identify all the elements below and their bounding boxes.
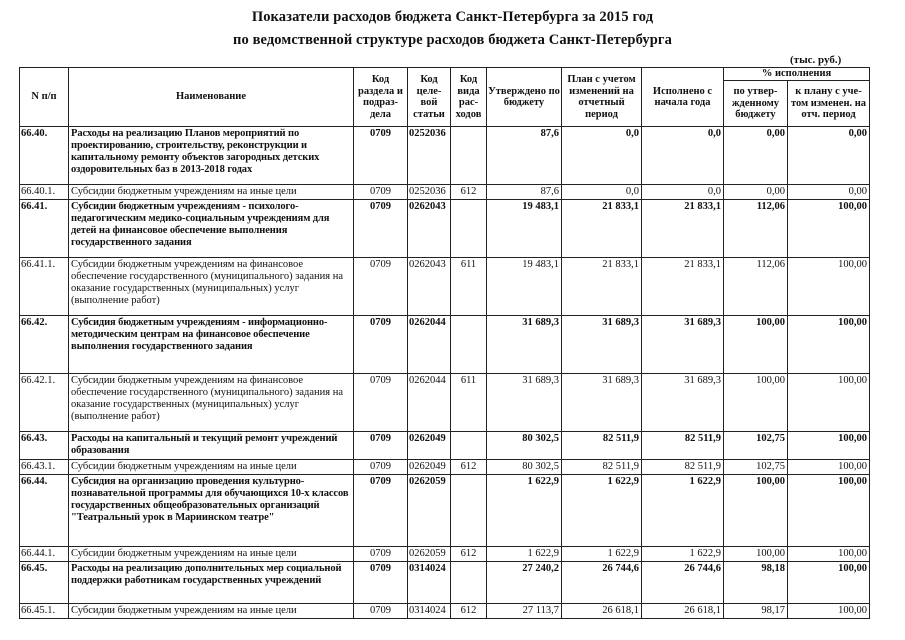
- row-name: Субсидии бюджетным учреждениям на иные цели: [69, 460, 354, 475]
- row-number: 66.40.1.: [20, 185, 69, 200]
- table-row: [20, 460, 870, 475]
- row-approved: 1 622,9: [487, 547, 562, 562]
- row-number: 66.45.: [20, 562, 69, 604]
- row-executed: 21 833,1: [642, 200, 724, 258]
- row-section-code: 0709: [354, 374, 408, 432]
- row-kind-code: 612: [451, 185, 487, 200]
- row-kind-code: 612: [451, 604, 487, 619]
- row-pct-plan: 100,00: [788, 475, 870, 547]
- row-executed: 1 622,9: [642, 475, 724, 547]
- row-target-code: 0262059: [408, 475, 451, 547]
- row-kind-code: [451, 316, 487, 374]
- row-section-code: 0709: [354, 127, 408, 185]
- row-name: Субсидии бюджетным учреждениям на финансовое обеспечение государственного (муниципального) задания на оказание государственных (муниципальных) услуг (выполнение работ): [69, 258, 354, 316]
- row-plan: 1 622,9: [562, 475, 642, 547]
- row-executed: 0,0: [642, 127, 724, 185]
- expenditure-table: [19, 67, 870, 619]
- header-name: Наименование: [69, 68, 354, 127]
- row-pct-plan: 100,00: [788, 200, 870, 258]
- table-row: [20, 432, 870, 460]
- row-pct-budget: 0,00: [724, 127, 788, 185]
- header-pct-budget: по утвер-жденному бюджету: [724, 81, 788, 127]
- row-name: Субсидия на организацию проведения культурно-познавательной программы для обучающихся 10-х классов государственных общеобразовательных организаций "Театральный урок в Мариинском театре": [69, 475, 354, 547]
- header-pct-group: % исполнения: [724, 68, 870, 81]
- row-approved: 27 113,7: [487, 604, 562, 619]
- table-row: [20, 185, 870, 200]
- table-row: [20, 562, 870, 604]
- row-executed: 31 689,3: [642, 374, 724, 432]
- row-pct-plan: 100,00: [788, 316, 870, 374]
- row-section-code: 0709: [354, 258, 408, 316]
- row-section-code: 0709: [354, 460, 408, 475]
- table-row: [20, 604, 870, 619]
- row-number: 66.43.: [20, 432, 69, 460]
- row-executed: 1 622,9: [642, 547, 724, 562]
- row-number: 66.44.1.: [20, 547, 69, 562]
- row-approved: 1 622,9: [487, 475, 562, 547]
- row-target-code: 0262044: [408, 374, 451, 432]
- row-kind-code: [451, 475, 487, 547]
- row-target-code: 0314024: [408, 562, 451, 604]
- row-pct-budget: 0,00: [724, 185, 788, 200]
- row-pct-budget: 102,75: [724, 460, 788, 475]
- row-target-code: 0262043: [408, 258, 451, 316]
- header-target: Код целе-вой статьи: [408, 68, 451, 127]
- row-approved: 19 483,1: [487, 258, 562, 316]
- row-executed: 0,0: [642, 185, 724, 200]
- row-name: Расходы на реализацию дополнительных мер социальной поддержки работникам государственных учреждений: [69, 562, 354, 604]
- row-approved: 87,6: [487, 185, 562, 200]
- row-number: 66.43.1.: [20, 460, 69, 475]
- row-section-code: 0709: [354, 200, 408, 258]
- row-target-code: 0262043: [408, 200, 451, 258]
- row-kind-code: [451, 562, 487, 604]
- row-kind-code: 612: [451, 460, 487, 475]
- row-plan: 26 618,1: [562, 604, 642, 619]
- row-target-code: 0262059: [408, 547, 451, 562]
- row-number: 66.40.: [20, 127, 69, 185]
- row-executed: 21 833,1: [642, 258, 724, 316]
- row-target-code: 0262044: [408, 316, 451, 374]
- row-section-code: 0709: [354, 547, 408, 562]
- row-pct-budget: 100,00: [724, 475, 788, 547]
- table-row: [20, 547, 870, 562]
- row-number: 66.45.1.: [20, 604, 69, 619]
- row-plan: 82 511,9: [562, 460, 642, 475]
- table-body: [20, 127, 870, 619]
- row-name: Субсидия бюджетным учреждениям - информационно-методическим центрам на финансовое обеспечение выполнения государственного задания: [69, 316, 354, 374]
- row-kind-code: 611: [451, 258, 487, 316]
- row-name: Субсидии бюджетным учреждениям на иные цели: [69, 547, 354, 562]
- row-executed: 82 511,9: [642, 460, 724, 475]
- row-approved: 80 302,5: [487, 432, 562, 460]
- table-row: [20, 258, 870, 316]
- row-pct-budget: 100,00: [724, 316, 788, 374]
- row-target-code: 0262049: [408, 460, 451, 475]
- row-plan: 0,0: [562, 127, 642, 185]
- row-target-code: 0252036: [408, 185, 451, 200]
- header-section: Код раздела и подраз-дела: [354, 68, 408, 127]
- row-approved: 80 302,5: [487, 460, 562, 475]
- row-name: Субсидии бюджетным учреждениям - психолого-педагогическим медико-социальным учреждениям для детей на финансовое обеспечение выполнения государственного задания: [69, 200, 354, 258]
- row-name: Расходы на капитальный и текущий ремонт учреждений образования: [69, 432, 354, 460]
- row-executed: 26 618,1: [642, 604, 724, 619]
- table-row: [20, 475, 870, 547]
- header-approved: Утверждено по бюджету: [487, 68, 562, 127]
- row-target-code: 0252036: [408, 127, 451, 185]
- table-row: [20, 374, 870, 432]
- row-section-code: 0709: [354, 562, 408, 604]
- row-pct-budget: 100,00: [724, 374, 788, 432]
- unit-note: (тыс. руб.): [790, 54, 842, 66]
- row-plan: 21 833,1: [562, 200, 642, 258]
- row-section-code: 0709: [354, 316, 408, 374]
- row-pct-plan: 100,00: [788, 547, 870, 562]
- header-kind: Код вида рас-ходов: [451, 68, 487, 127]
- row-pct-plan: 100,00: [788, 460, 870, 475]
- row-section-code: 0709: [354, 604, 408, 619]
- row-approved: 19 483,1: [487, 200, 562, 258]
- row-pct-budget: 98,18: [724, 562, 788, 604]
- header-plan: План с учетом изменений на отчетный период: [562, 68, 642, 127]
- row-number: 66.42.: [20, 316, 69, 374]
- row-pct-plan: 0,00: [788, 127, 870, 185]
- row-section-code: 0709: [354, 185, 408, 200]
- header-executed: Исполнено с начала года: [642, 68, 724, 127]
- row-executed: 26 744,6: [642, 562, 724, 604]
- table-row: [20, 127, 870, 185]
- row-approved: 87,6: [487, 127, 562, 185]
- row-pct-plan: 100,00: [788, 374, 870, 432]
- row-number: 66.41.1.: [20, 258, 69, 316]
- table-row: [20, 200, 870, 258]
- row-kind-code: 612: [451, 547, 487, 562]
- row-number: 66.41.: [20, 200, 69, 258]
- report-subtitle: по ведомственной структуре расходов бюджета Санкт-Петербурга: [233, 32, 672, 48]
- row-plan: 1 622,9: [562, 547, 642, 562]
- row-approved: 31 689,3: [487, 374, 562, 432]
- row-executed: 31 689,3: [642, 316, 724, 374]
- row-pct-plan: 0,00: [788, 185, 870, 200]
- row-pct-budget: 102,75: [724, 432, 788, 460]
- row-pct-budget: 112,06: [724, 258, 788, 316]
- row-pct-plan: 100,00: [788, 562, 870, 604]
- row-pct-budget: 98,17: [724, 604, 788, 619]
- header-pct-plan: к плану с уче-том изменен. на отч. период: [788, 81, 870, 127]
- row-plan: 26 744,6: [562, 562, 642, 604]
- row-approved: 31 689,3: [487, 316, 562, 374]
- row-number: 66.44.: [20, 475, 69, 547]
- header-num: N п/п: [20, 68, 69, 127]
- row-section-code: 0709: [354, 475, 408, 547]
- row-pct-budget: 112,06: [724, 200, 788, 258]
- row-kind-code: 611: [451, 374, 487, 432]
- row-pct-plan: 100,00: [788, 432, 870, 460]
- row-target-code: 0314024: [408, 604, 451, 619]
- row-kind-code: [451, 432, 487, 460]
- row-name: Субсидии бюджетным учреждениям на финансовое обеспечение государственного (муниципального) задания на оказание государственных (муниципальных) услуг (выполнение работ): [69, 374, 354, 432]
- row-executed: 82 511,9: [642, 432, 724, 460]
- row-number: 66.42.1.: [20, 374, 69, 432]
- row-plan: 21 833,1: [562, 258, 642, 316]
- row-approved: 27 240,2: [487, 562, 562, 604]
- table-row: [20, 316, 870, 374]
- row-kind-code: [451, 200, 487, 258]
- row-section-code: 0709: [354, 432, 408, 460]
- row-name: Субсидии бюджетным учреждениям на иные цели: [69, 604, 354, 619]
- row-plan: 31 689,3: [562, 316, 642, 374]
- report-title: Показатели расходов бюджета Санкт-Петербурга за 2015 год: [251, 9, 654, 25]
- row-kind-code: [451, 127, 487, 185]
- row-name: Расходы на реализацию Планов мероприятий по проектированию, строительству, реконструкции и капитальному ремонту объектов загородных детских оздоровительных баз в 2013-2018 годах: [69, 127, 354, 185]
- row-plan: 31 689,3: [562, 374, 642, 432]
- row-plan: 0,0: [562, 185, 642, 200]
- row-pct-budget: 100,00: [724, 547, 788, 562]
- row-pct-plan: 100,00: [788, 604, 870, 619]
- row-pct-plan: 100,00: [788, 258, 870, 316]
- row-name: Субсидии бюджетным учреждениям на иные цели: [69, 185, 354, 200]
- row-plan: 82 511,9: [562, 432, 642, 460]
- row-target-code: 0262049: [408, 432, 451, 460]
